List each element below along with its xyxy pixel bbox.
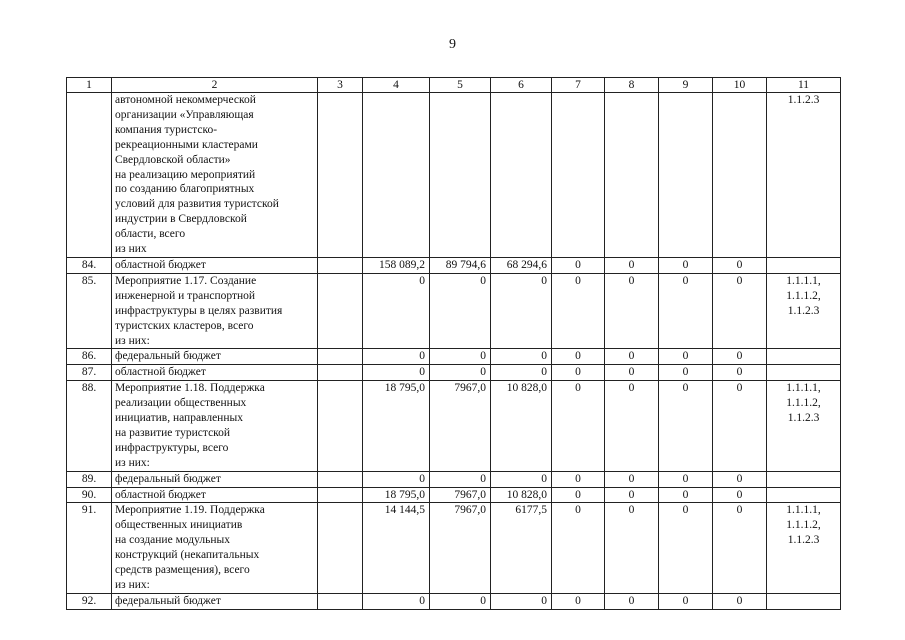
column-header: 4 bbox=[363, 78, 430, 93]
year-cell: 0 bbox=[552, 257, 605, 273]
column-header: 5 bbox=[430, 78, 491, 93]
col3-cell bbox=[318, 365, 363, 381]
total-cell: 0 bbox=[363, 365, 430, 381]
row-number-cell: 91. bbox=[67, 503, 112, 593]
year-cell: 0 bbox=[605, 365, 659, 381]
item-name-cell: федеральный бюджет bbox=[112, 593, 318, 609]
year-cell: 0 bbox=[552, 593, 605, 609]
year-cell: 0 bbox=[430, 273, 491, 349]
year-cell: 89 794,6 bbox=[430, 257, 491, 273]
year-cell: 0 bbox=[552, 503, 605, 593]
year-cell: 0 bbox=[491, 593, 552, 609]
item-name-cell: областной бюджет bbox=[112, 257, 318, 273]
year-cell: 0 bbox=[491, 471, 552, 487]
item-name-cell: Мероприятие 1.19. Поддержка общественных инициатив на создание модульных конструкций (некапитальных средств размещения), всего из них: bbox=[112, 503, 318, 593]
year-cell: 0 bbox=[659, 365, 713, 381]
year-cell: 0 bbox=[605, 349, 659, 365]
row-number-cell: 89. bbox=[67, 471, 112, 487]
page-number: 9 bbox=[449, 37, 456, 52]
year-cell: 0 bbox=[713, 257, 767, 273]
year-cell: 0 bbox=[713, 503, 767, 593]
table-row bbox=[67, 487, 841, 503]
target-codes-cell: 1.1.1.1, 1.1.1.2, 1.1.2.3 bbox=[767, 503, 841, 593]
table-body bbox=[67, 93, 841, 610]
target-codes-cell: 1.1.1.1, 1.1.1.2, 1.1.2.3 bbox=[767, 381, 841, 471]
total-cell: 0 bbox=[363, 593, 430, 609]
row-number-cell: 84. bbox=[67, 257, 112, 273]
target-codes-cell bbox=[767, 257, 841, 273]
year-cell: 0 bbox=[430, 365, 491, 381]
item-name-cell: автономной некоммерческой организации «Управляющая компания туристско- рекреационными кластерами Свердловской области» на реализацию мероприятий по созданию благоприятных условий для развития туристской индустрии в Свердловской области, всего из них bbox=[112, 93, 318, 258]
col3-cell bbox=[318, 487, 363, 503]
year-cell: 0 bbox=[552, 381, 605, 471]
total-cell: 158 089,2 bbox=[363, 257, 430, 273]
year-cell bbox=[491, 93, 552, 258]
year-cell: 0 bbox=[713, 381, 767, 471]
year-cell: 6177,5 bbox=[491, 503, 552, 593]
year-cell: 0 bbox=[659, 273, 713, 349]
target-codes-cell bbox=[767, 593, 841, 609]
column-header: 1 bbox=[67, 78, 112, 93]
table-row bbox=[67, 273, 841, 349]
column-header: 6 bbox=[491, 78, 552, 93]
year-cell: 0 bbox=[552, 273, 605, 349]
year-cell: 0 bbox=[430, 349, 491, 365]
year-cell: 0 bbox=[491, 273, 552, 349]
year-cell: 0 bbox=[713, 471, 767, 487]
year-cell: 10 828,0 bbox=[491, 487, 552, 503]
table-row bbox=[67, 471, 841, 487]
total-cell: 14 144,5 bbox=[363, 503, 430, 593]
row-number-cell: 92. bbox=[67, 593, 112, 609]
year-cell: 0 bbox=[491, 349, 552, 365]
total-cell: 18 795,0 bbox=[363, 381, 430, 471]
row-number-cell: 87. bbox=[67, 365, 112, 381]
year-cell bbox=[713, 93, 767, 258]
col3-cell bbox=[318, 93, 363, 258]
table-row bbox=[67, 381, 841, 471]
item-name-cell: Мероприятие 1.18. Поддержка реализации общественных инициатив, направленных на развитие туристской инфраструктуры, всего из них: bbox=[112, 381, 318, 471]
year-cell: 0 bbox=[713, 487, 767, 503]
year-cell: 0 bbox=[605, 257, 659, 273]
year-cell: 0 bbox=[713, 349, 767, 365]
year-cell: 0 bbox=[605, 273, 659, 349]
target-codes-cell bbox=[767, 487, 841, 503]
year-cell: 0 bbox=[552, 365, 605, 381]
table-row bbox=[67, 349, 841, 365]
year-cell: 0 bbox=[605, 381, 659, 471]
year-cell: 0 bbox=[605, 487, 659, 503]
target-codes-cell: 1.1.2.3 bbox=[767, 93, 841, 258]
year-cell: 0 bbox=[552, 471, 605, 487]
year-cell bbox=[552, 93, 605, 258]
column-header: 11 bbox=[767, 78, 841, 93]
col3-cell bbox=[318, 273, 363, 349]
year-cell: 0 bbox=[491, 365, 552, 381]
year-cell: 0 bbox=[659, 593, 713, 609]
year-cell: 0 bbox=[659, 381, 713, 471]
column-header: 8 bbox=[605, 78, 659, 93]
col3-cell bbox=[318, 349, 363, 365]
year-cell: 0 bbox=[659, 257, 713, 273]
year-cell bbox=[605, 93, 659, 258]
col3-cell bbox=[318, 471, 363, 487]
column-header: 9 bbox=[659, 78, 713, 93]
row-number-cell: 85. bbox=[67, 273, 112, 349]
table-header-row bbox=[67, 78, 841, 93]
col3-cell bbox=[318, 381, 363, 471]
table-row bbox=[67, 593, 841, 609]
column-header: 10 bbox=[713, 78, 767, 93]
item-name-cell: областной бюджет bbox=[112, 487, 318, 503]
column-header: 3 bbox=[318, 78, 363, 93]
year-cell: 7967,0 bbox=[430, 503, 491, 593]
col3-cell bbox=[318, 503, 363, 593]
year-cell bbox=[659, 93, 713, 258]
year-cell: 0 bbox=[659, 349, 713, 365]
year-cell: 0 bbox=[552, 487, 605, 503]
target-codes-cell bbox=[767, 349, 841, 365]
target-codes-cell: 1.1.1.1, 1.1.1.2, 1.1.2.3 bbox=[767, 273, 841, 349]
col3-cell bbox=[318, 593, 363, 609]
table-row bbox=[67, 93, 841, 258]
item-name-cell: Мероприятие 1.17. Создание инженерной и транспортной инфраструктуры в целях развития туристских кластеров, всего из них: bbox=[112, 273, 318, 349]
year-cell: 10 828,0 bbox=[491, 381, 552, 471]
year-cell: 0 bbox=[430, 593, 491, 609]
column-header: 2 bbox=[112, 78, 318, 93]
row-number-cell: 86. bbox=[67, 349, 112, 365]
year-cell: 68 294,6 bbox=[491, 257, 552, 273]
year-cell: 0 bbox=[659, 471, 713, 487]
year-cell: 0 bbox=[605, 503, 659, 593]
budget-table bbox=[66, 77, 841, 610]
item-name-cell: областной бюджет bbox=[112, 365, 318, 381]
year-cell: 0 bbox=[552, 349, 605, 365]
year-cell: 0 bbox=[605, 471, 659, 487]
total-cell: 0 bbox=[363, 349, 430, 365]
target-codes-cell bbox=[767, 365, 841, 381]
total-cell bbox=[363, 93, 430, 258]
year-cell: 7967,0 bbox=[430, 487, 491, 503]
table-row bbox=[67, 257, 841, 273]
item-name-cell: федеральный бюджет bbox=[112, 349, 318, 365]
row-number-cell: 88. bbox=[67, 381, 112, 471]
total-cell: 18 795,0 bbox=[363, 487, 430, 503]
column-header: 7 bbox=[552, 78, 605, 93]
year-cell: 7967,0 bbox=[430, 381, 491, 471]
target-codes-cell bbox=[767, 471, 841, 487]
total-cell: 0 bbox=[363, 273, 430, 349]
year-cell: 0 bbox=[659, 503, 713, 593]
row-number-cell bbox=[67, 93, 112, 258]
col3-cell bbox=[318, 257, 363, 273]
year-cell: 0 bbox=[605, 593, 659, 609]
year-cell: 0 bbox=[713, 365, 767, 381]
total-cell: 0 bbox=[363, 471, 430, 487]
year-cell: 0 bbox=[659, 487, 713, 503]
table-row bbox=[67, 503, 841, 593]
year-cell: 0 bbox=[430, 471, 491, 487]
year-cell: 0 bbox=[713, 273, 767, 349]
year-cell: 0 bbox=[713, 593, 767, 609]
year-cell bbox=[430, 93, 491, 258]
item-name-cell: федеральный бюджет bbox=[112, 471, 318, 487]
row-number-cell: 90. bbox=[67, 487, 112, 503]
table-row bbox=[67, 365, 841, 381]
